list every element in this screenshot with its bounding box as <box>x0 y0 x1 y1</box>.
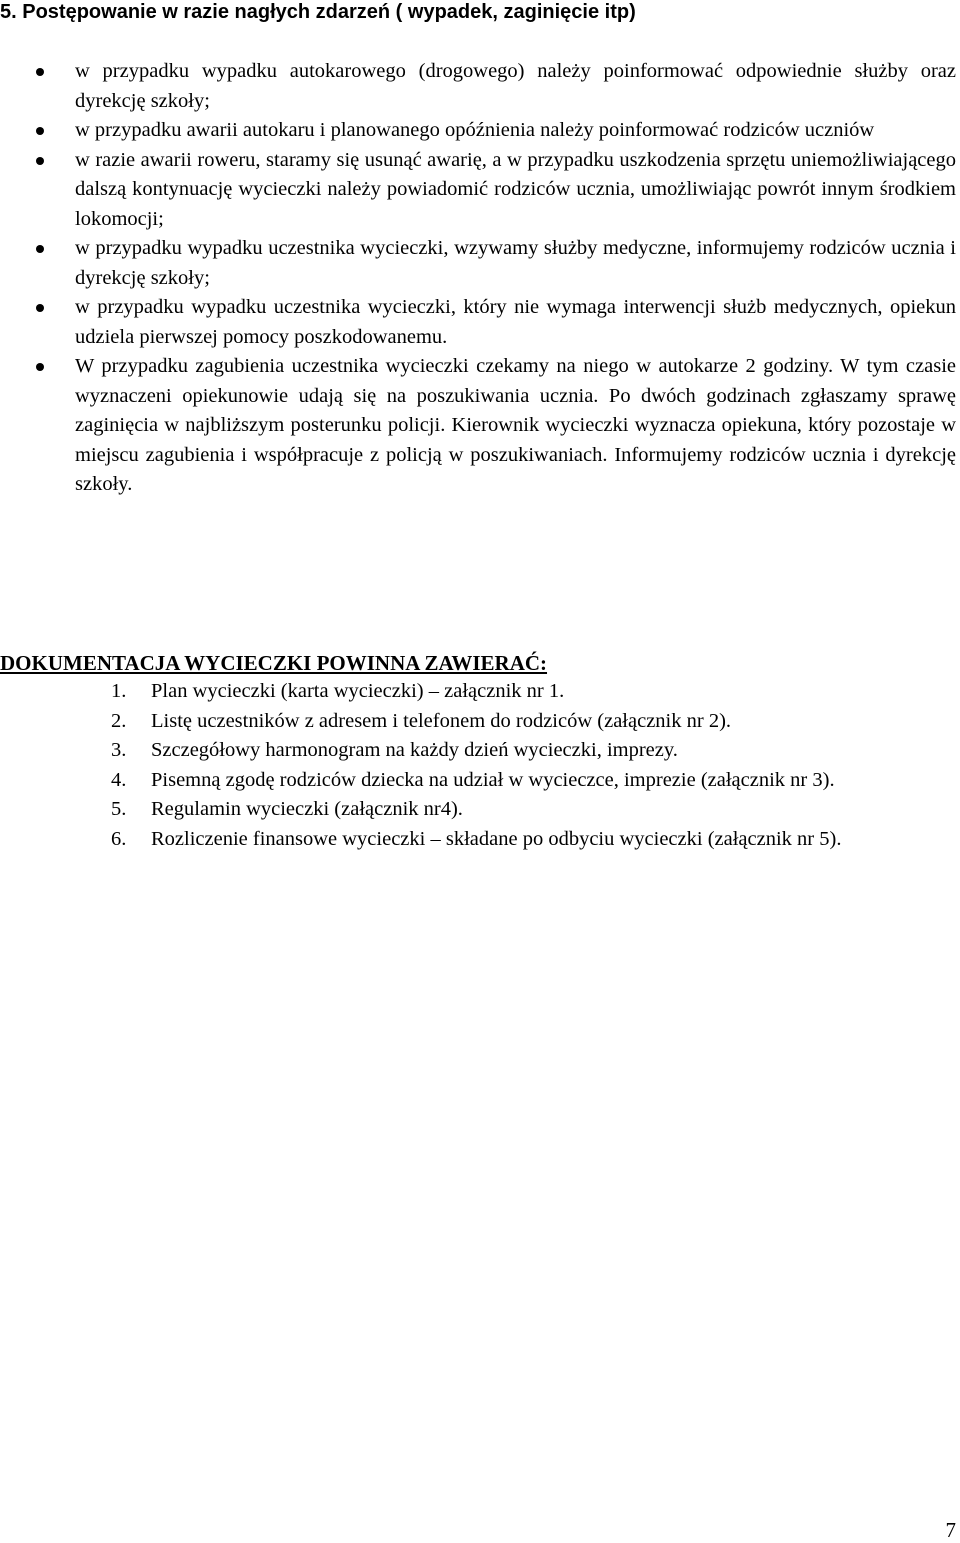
bullet-icon <box>36 245 44 253</box>
bullet-icon <box>36 363 44 371</box>
item-text: Plan wycieczki (karta wycieczki) – załącznik nr 1. <box>151 680 565 702</box>
list-item-text: W przypadku zagubienia uczestnika wycieczki czekamy na niego w autokarze 2 godziny. W tym czasie wyznaczeni opiekunowie udają się na poszukiwania ucznia. Po dwóch godzinach zgłaszamy sprawę zaginięcia w najbliższym posterunku policji. Kierownik wycieczki wyznacza opiekuna, który pozostaje w miejscu zagubienia i współpracuje z policją w poszukiwaniach. Informujemy rodziców ucznia i dyrekcję szkoły. <box>75 355 956 495</box>
page-number: 7 <box>945 1518 956 1542</box>
bullet-icon <box>36 68 44 76</box>
list-item <box>30 57 956 116</box>
list-item <box>30 352 956 500</box>
item-text: Pisemną zgodę rodziców dziecka na udział w wycieczce, imprezie (załącznik nr 3). <box>151 768 835 791</box>
list-item-text: w przypadku wypadku autokarowego (drogowego) należy poinformować odpowiednie służby oraz dyrekcję szkoły; <box>75 60 956 112</box>
item-text: Listę uczestników z adresem i telefonem do rodziców (załącznik nr 2). <box>151 709 732 732</box>
numbered-item <box>106 766 956 796</box>
bullet-icon <box>36 157 44 165</box>
list-item <box>30 293 956 352</box>
list-item <box>30 234 956 293</box>
list-item-text: w przypadku wypadku uczestnika wycieczki, który nie wymaga interwencji służb medycznych, opiekun udziela pierwszej pomocy poszkodowanemu. <box>75 296 956 348</box>
item-number: 6. <box>111 827 127 850</box>
list-item <box>30 116 956 146</box>
section-heading: 5. Postępowanie w razie nagłych zdarzeń ( wypadek, zaginięcie itp) <box>0 1 636 23</box>
item-number: 3. <box>111 739 127 761</box>
list-item <box>30 146 956 235</box>
item-text: Szczegółowy harmonogram na każdy dzień wycieczki, imprezy. <box>151 739 678 761</box>
documentation-title: DOKUMENTACJA WYCIECZKI POWINNA ZAWIERAĆ: <box>0 651 548 675</box>
list-item-text: w przypadku wypadku uczestnika wycieczki, wzywamy służby medyczne, informujemy rodziców ucznia i dyrekcję szkoły; <box>75 237 956 289</box>
emergency-procedures-list <box>30 57 956 500</box>
item-text: Regulamin wycieczki (załącznik nr4). <box>151 798 463 820</box>
numbered-item <box>106 677 956 707</box>
item-text: Rozliczenie finansowe wycieczki – składane po odbyciu wycieczki (załącznik nr 5). <box>151 827 842 850</box>
bullet-icon <box>36 127 44 135</box>
list-item-text: w razie awarii roweru, staramy się usunąć awarię, a w przypadku uszkodzenia sprzętu uniemożliwiającego dalszą kontynuację wycieczki należy powiadomić rodziców ucznia, umożliwiając powrót innym środkiem lokomocji; <box>75 148 956 230</box>
documentation-list <box>106 677 956 854</box>
bullet-icon <box>36 304 44 312</box>
list-item-text: w przypadku awarii autokaru i planowanego opóźnienia należy poinformować rodziców uczniów <box>75 119 875 141</box>
numbered-item <box>106 736 956 766</box>
item-number: 2. <box>111 709 127 732</box>
numbered-item <box>106 707 956 737</box>
item-number: 4. <box>111 768 127 791</box>
numbered-item <box>106 795 956 825</box>
item-number: 5. <box>111 798 127 820</box>
numbered-item <box>106 825 956 855</box>
item-number: 1. <box>111 680 127 702</box>
